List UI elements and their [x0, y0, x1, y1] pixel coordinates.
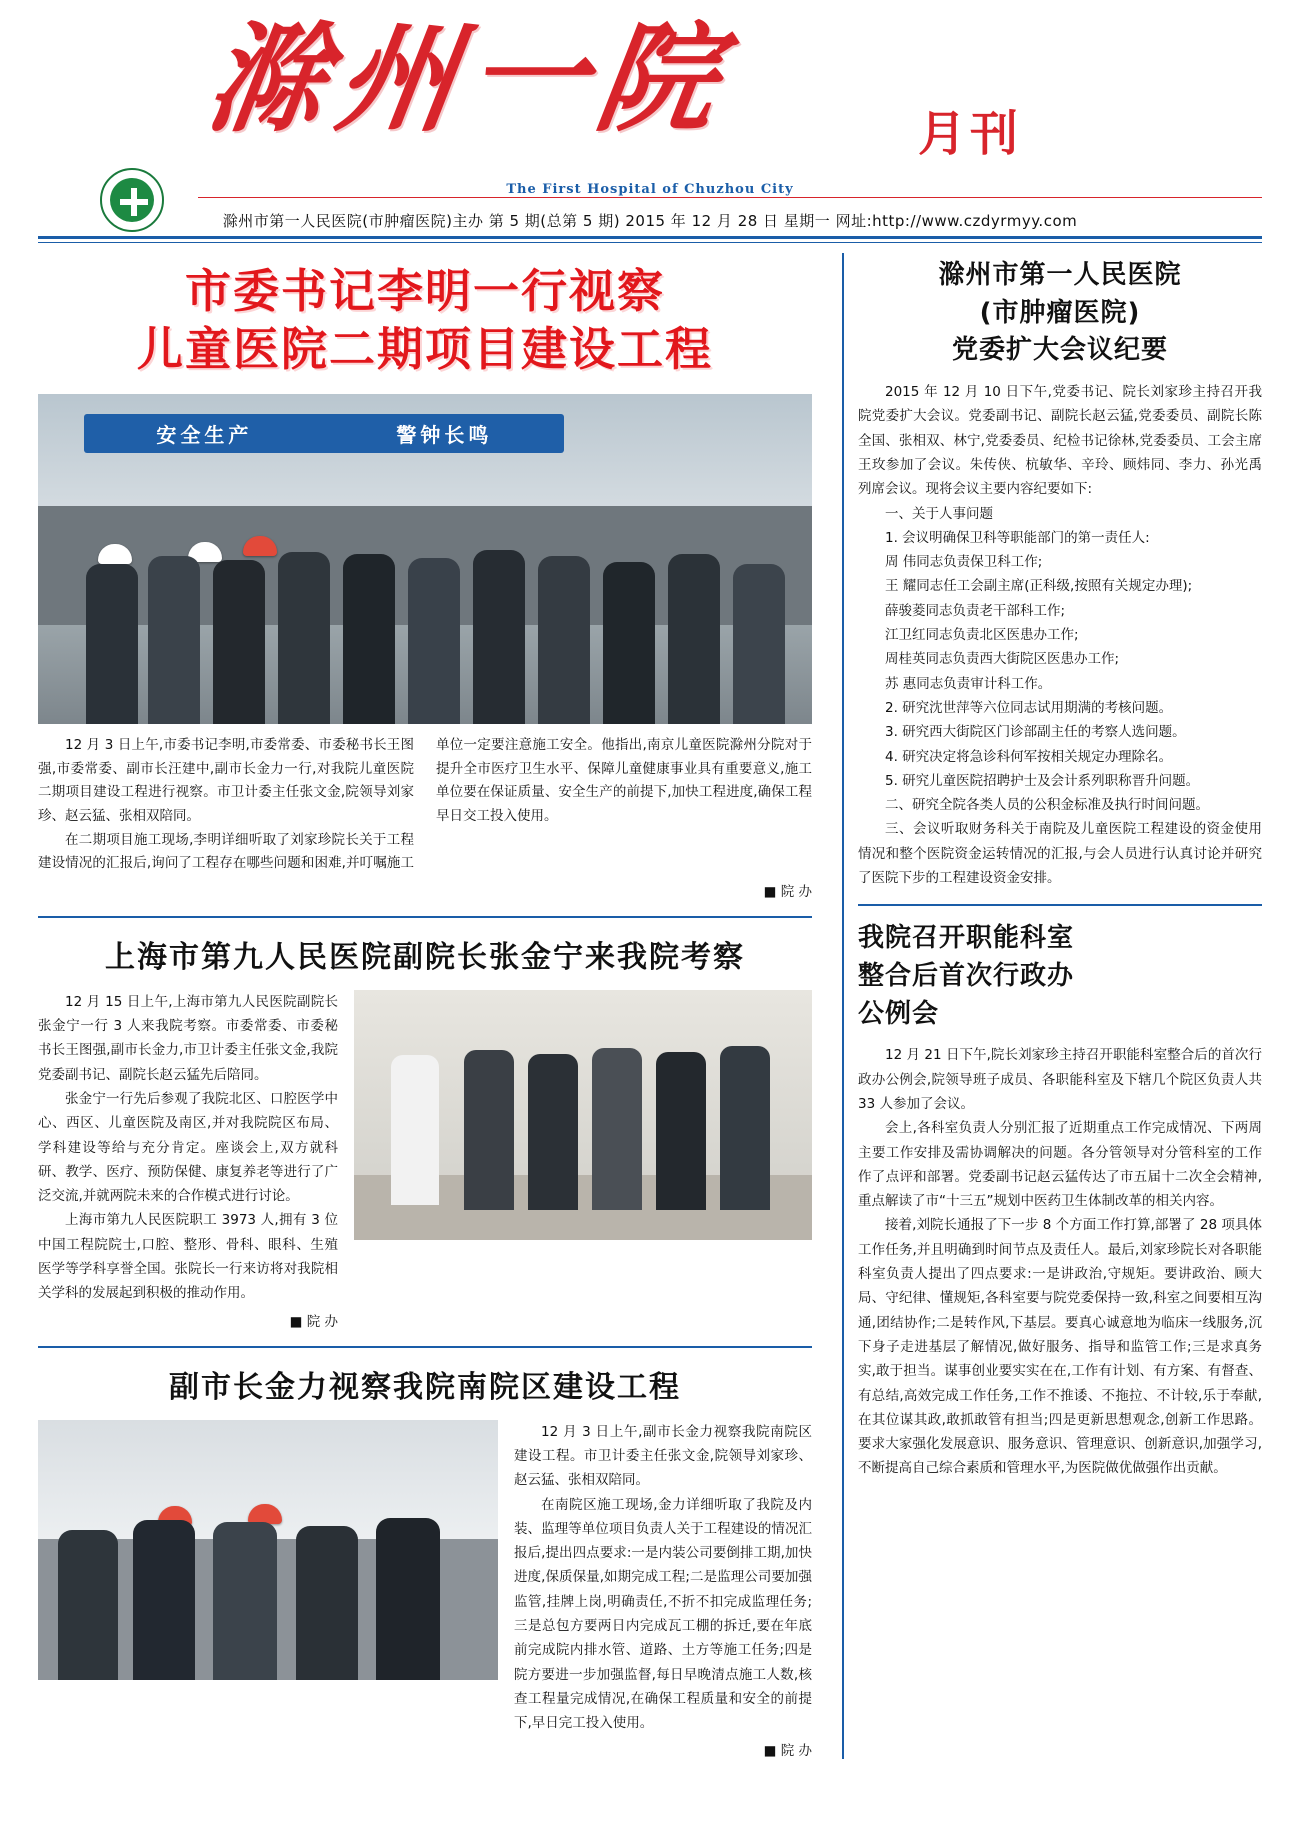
lead-photo [38, 394, 812, 724]
right-article1-para: 5. 研究儿童医院招聘护士及会计系列职称晋升问题。 [885, 772, 1200, 789]
right-article2-title [858, 920, 1262, 1033]
photo-person [86, 564, 138, 724]
photo-person [603, 562, 655, 724]
right-article1-title [858, 257, 1262, 370]
article2-title: 上海市第九人民医院副院长张金宁来我院考察 [105, 939, 745, 975]
lead-article-para1: 12 月 3 日上午,市委书记李明,市委常委、市委秘书长王图强,市委常委、副市长汪建中,副市长金力一行,对我院儿童医院二期项目建设工程进行视察。市卫计委主任张文金,院领导刘家珍、赵云猛、张相双陪同。 [38, 737, 414, 824]
masthead [38, 0, 1262, 230]
right-article1-para: 薛骏菱同志负责老干部科工作; [885, 602, 1066, 619]
lead-article-body [38, 734, 812, 876]
photo-person [733, 564, 785, 724]
article3-para2: 在南院区施工现场,金力详细听取了我院及内装、监理等单位项目负责人关于工程建设的情况汇报后,提出四点要求:一是内装公司要倒排工期,加快进度,保质保量,如期完成工程;二是监理公司要加强监管,挂牌上岗,明确责任,不折不扣完成监理任务;三是总包方要两日内完成瓦工棚的拆迁,要在年底前完成院内排水管、道路、土方等施工任务;四是院方要进一步加强监督,每日早晚清点施工人数,核查工程量完成情况,在确保工程质量和安全的前提下,早日完工投入使用。 [514, 1496, 812, 1732]
right-article1-para: 2015 年 12 月 10 日下午,党委书记、院长刘家珍主持召开我院党委扩大会议。党委副书记、副院长赵云猛,党委委员、副院长陈全国、张相双、林宁,党委委员、纪检书记徐林,党委委员、工会主席王玫参加了会议。朱传侠、杭敏华、辛玲、顾炜同、李力、孙光禹列席会议。现将会议主要内容纪要如下: [858, 384, 1262, 498]
left-column [38, 253, 828, 1759]
right-article1-para: 2. 研究沈世萍等六位同志试用期满的考核问题。 [885, 699, 1173, 716]
article3-photo [38, 1420, 498, 1680]
right-article1-title-line1: 滁州市第一人民医院 [938, 260, 1182, 290]
lead-headline-line1: 市委书记李明一行视察 [185, 264, 665, 318]
right-article2-para: 会上,各科室负责人分别汇报了近期重点工作完成情况、下两周主要工作安排及需协调解决的问题。各分管领导对分管科室的工作作了点评和部署。党委副书记赵云猛传达了市五届十二次全会精神,重点解读了市“十三五”规划中医药卫生体制改革的相关内容。 [858, 1120, 1262, 1210]
lead-photo-banner [84, 414, 564, 454]
article3-body [38, 1420, 812, 1760]
article3-para1: 12 月 3 日上午,副市长金力视察我院南院区建设工程。市卫计委主任张文金,院领导刘家珍、赵云猛、张相双陪同。 [514, 1423, 812, 1489]
lead-headline-line2: 儿童医院二期项目建设工程 [137, 321, 713, 376]
right-article1-para: 1. 会议明确保卫科等职能部门的第一责任人: [885, 529, 1150, 546]
article2-body [38, 990, 812, 1330]
right-article1-title-line2: (市肿瘤医院) [979, 297, 1141, 328]
lead-headline [38, 263, 812, 378]
article3-signature: ■ 院 办 [763, 1743, 812, 1760]
article2-para3: 上海市第九人民医院职工 3973 人,拥有 3 位中国工程院院士,口腔、整形、骨科、眼科、生殖医学等学科享誉全国。张院长一行来访将对我院相关学科的发展起到积极的推动作用。 [38, 1212, 338, 1302]
right-article2-title-line2: 整合后首次行政办 [858, 960, 1075, 991]
lead-photo-banner-left: 安全生产 [156, 423, 253, 448]
right-article1-para: 周桂英同志负责西大街院区医患办工作; [885, 651, 1120, 668]
right-section-divider [858, 904, 1262, 906]
photo-person [668, 554, 720, 724]
photo-person [528, 1054, 578, 1210]
masthead-logo-subtitle: 月刊 [918, 106, 1023, 162]
right-article1-para: 4. 研究决定将急诊科何军按相关规定办理除名。 [885, 748, 1173, 765]
photo-person [473, 550, 525, 724]
photo-person [278, 552, 330, 724]
photo-person [133, 1520, 195, 1680]
right-article2-title-line3: 公例会 [858, 998, 940, 1029]
lead-photo-banner-right: 警钟长鸣 [396, 423, 493, 448]
photo-person [592, 1048, 642, 1210]
article2-photo [354, 990, 812, 1240]
masthead-blue-rule [38, 236, 1262, 243]
photo-person [148, 556, 200, 724]
section-divider [38, 916, 812, 918]
article2-para1: 12 月 15 日上午,上海市第九人民医院副院长张金宁一行 3 人来我院考察。市委常委、市委秘书长王图强,副市长金力,市卫计委主任张文金,我院党委副书记、副院长赵云猛先后陪同。 [38, 993, 338, 1083]
right-article1-para: 二、研究全院各类人员的公积金标准及执行时间问题。 [885, 797, 1209, 814]
lead-article-para2: 在二期项目施工现场,李明详细听取了刘家珍院长关于工程建设情况的汇报后,询问了工程存在哪些问题和困难,并叮嘱施工单位一定要注意施工安全。他指出,南京儿童医院滁州分院对于提升全市医疗卫生水平、保障儿童健康事业具有重要意义,施工单位要在保证质量、安全生产的前提下,加快工程进度,确保工程早日交工投入使用。 [38, 737, 812, 872]
photo-person [538, 556, 590, 724]
photo-person [213, 560, 265, 724]
right-article1-para: 一、关于人事问题 [885, 505, 993, 522]
right-article1-para: 三、会议听取财务科关于南院及儿童医院工程建设的资金使用情况和整个医院资金运转情况的汇报,与会人员进行认真讨论并研究了医院下步的工程建设资金安排。 [858, 821, 1262, 886]
photo-person [720, 1046, 770, 1210]
lead-photo-sky [38, 394, 812, 519]
photo-person [464, 1050, 514, 1210]
article2-signature: ■ 院 办 [289, 1313, 338, 1330]
photo-person [656, 1052, 706, 1210]
photo-person [408, 558, 460, 724]
right-article2-title-line1: 我院召开职能科室 [858, 923, 1075, 954]
photo-person [58, 1530, 118, 1680]
article2-para2: 张金宁一行先后参观了我院北区、口腔医学中心、西区、儿童医院及南区,并对我院院区布局、学科建设等给与充分肯定。座谈会上,双方就科研、教学、医疗、预防保健、康复养老等进行了广泛交流,并就两院未来的合作模式进行讨论。 [38, 1090, 338, 1205]
photo-person [296, 1526, 358, 1680]
right-article2-para: 接着,刘院长通报了下一步 8 个方面工作打算,部署了 28 项具体工作任务,并且明确到时间节点及责任人。最后,刘家珍院长对各职能科室负责人提出了四点要求:一是讲政治,守规矩。要讲政治、顾大局、守纪律、懂规矩,各科室要与院党委保持一致,科室之间要相互沟通,团结协作;二是转作风,下基层。要真心诚意地为临床一线服务,沉下身子走进基层了解情况,做好服务、指导和监管工作;三是求真务实,敢于担当。谋事创业要实实在在,工作有计划、有方案、有督查、有总结,高效完成工作任务,工作不推诿、不拖拉、不计较,乐于奉献,在其位谋其政,敢抓敢管有担当;四是更新思想观念,创新工作思路。要求大家强化发展意识、服务意识、管理意识、创新意识,加强学习,不断提高自己综合素质和管理水平,为医院做优做强作出贡献。 [858, 1217, 1262, 1477]
issue-info-line: 滁州市第一人民医院(市肿瘤医院)主办 第 5 期(总第 5 期) 2015 年 12 月 28 日 星期一 网址:http://www.czdyrmyy.com [222, 212, 1078, 230]
photo-person [376, 1518, 440, 1680]
section-divider [38, 1346, 812, 1348]
article3-title: 副市长金力视察我院南院区建设工程 [169, 1369, 681, 1405]
photo-person [213, 1522, 277, 1680]
right-article1-para: 王 耀同志任工会副主席(正科级,按照有关规定办理); [885, 578, 1193, 595]
right-article2-para: 12 月 21 日下午,院长刘家珍主持召开职能科室整合后的首次行政办公例会,院领导班子成员、各职能科室及下辖几个院区负责人共 33 人参加了会议。 [858, 1047, 1262, 1112]
right-column [858, 253, 1262, 1759]
masthead-english-title [38, 182, 1262, 197]
masthead-english-title-text: The First Hospital of Chuzhou City [496, 182, 803, 197]
right-article1-para: 苏 惠同志负责审计科工作。 [885, 675, 1052, 692]
masthead-logo-text: 滁州一院 [198, 9, 738, 148]
photo-person [343, 554, 395, 724]
column-divider [842, 253, 844, 1759]
right-article2-body [858, 1043, 1262, 1480]
page-content [38, 253, 1262, 1759]
right-article1-body [858, 380, 1262, 890]
right-article1-title-line3: 党委扩大会议纪要 [951, 335, 1168, 366]
right-article1-para: 周 伟同志负责保卫科工作; [885, 554, 1043, 571]
right-article1-para: 3. 研究西大街院区门诊部副主任的考察人选问题。 [885, 724, 1186, 741]
lead-article-signature: ■ 院 办 [763, 883, 812, 900]
photo-person [391, 1055, 439, 1205]
right-article1-para: 江卫红同志负责北区医患办工作; [885, 627, 1079, 644]
